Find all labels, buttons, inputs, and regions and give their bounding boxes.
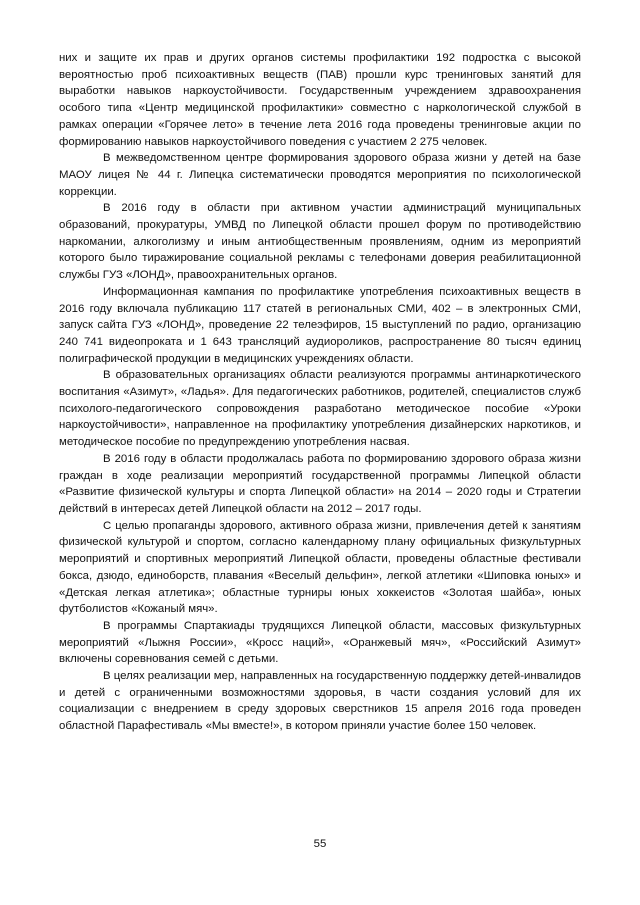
paragraph: В образовательных организациях области реализуются программы антинаркотического воспитания «Азимут», «Ладья». Для педагогических работников, родителей, специалистов служб психолого-педагогического сопровождения разработано методическое пособие «Уроки наркоустойчивости», направленное на профилактику употребления дизайнерских наркотиков, и методическое пособие по предупреждению употребления насвая. — [59, 369, 581, 449]
paragraph: Информационная кампания по профилактике употребления психоактивных веществ в 2016 году включала публикацию 117 статей в региональных СМИ, 402 – в электронных СМИ, запуск сайта ГУЗ «ЛОНД», проведение 22 телеэфиров, 15 выступлений по радио, организацию 240 741 видеопроката и 1 643 трансляций аудиороликов, распространение 80 тысяч единиц полиграфической продукции в медицинских учреждениях области. — [59, 285, 581, 365]
paragraph: В межведомственном центре формирования здорового образа жизни у детей на базе МАОУ лицея № 44 г. Липецка систематически проводятся мероприятия по психологической коррекции. — [59, 152, 581, 198]
paragraph: В программы Спартакиады трудящихся Липецкой области, массовых физкультурных мероприятий «Лыжня России», «Кросс наций», «Оранжевый мяч», «Российский Азимут» включены соревнования семей с детьми. — [59, 619, 581, 666]
page-number: 55 — [313, 838, 327, 850]
document-body — [59, 50, 581, 735]
paragraph: В 2016 году в области продолжалась работа по формированию здорового образа жизни граждан в ходе реализации мероприятий государственной программы Липецкой области «Развитие физической культуры и спорта Липецкой области» на 2014 – 2020 годы и Стратегии действий в интересах детей Липецкой области на 2012 – 2017 годы. — [59, 452, 581, 515]
paragraph: В целях реализации мер, направленных на государственную поддержку детей-инвалидов и детей с ограниченными возможностями здоровья, в части создания условий для их социализации с внедрением в среду здоровых сверстников 15 апреля 2016 года проведен областной Парафестиваль «Мы вместе!», в котором приняли участие более 150 человек. — [59, 670, 581, 733]
paragraph: С целью пропаганды здорового, активного образа жизни, привлечения детей к занятиям физической культурой и спортом, согласно календарному плану официальных физкультурных мероприятий и спортивных мероприятий Липецкой области, проведены областные фестивали бокса, дзюдо, единоборств, плавания «Веселый дельфин», легкой атлетики «Шиповка юных» и «Детская легкая атлетика»; областные турниры юных хоккеистов «Золотая шайба», юных футболистов «Кожаный мяч». — [59, 519, 581, 616]
paragraph: В 2016 году в области при активном участии администраций муниципальных образований, прокуратуры, УМВД по Липецкой области прошел форум по противодействию наркомании, алкоголизму и иным антиобщественным проявлениям, одним из мероприятий которого было тиражирование социальной рекламы с телефонами доверия реабилитационной службы ГУЗ «ЛОНД», правоохранительных органов. — [59, 202, 581, 282]
paragraph-continuation: них и защите их прав и других органов системы профилактики 192 подростка с высокой вероятностью проб психоактивных веществ (ПАВ) прошли курс тренинговых занятий для выработки навыков наркоустойчивости. Государственным учреждением здравоохранения особого типа «Центр медицинской профилактики» совместно с наркологической службой в рамках операции «Горячее лето» в течение лета 2016 года проведены тренинговые акции по формированию навыков наркоустойчивого поведения с участием 2 275 человек. — [59, 52, 581, 148]
